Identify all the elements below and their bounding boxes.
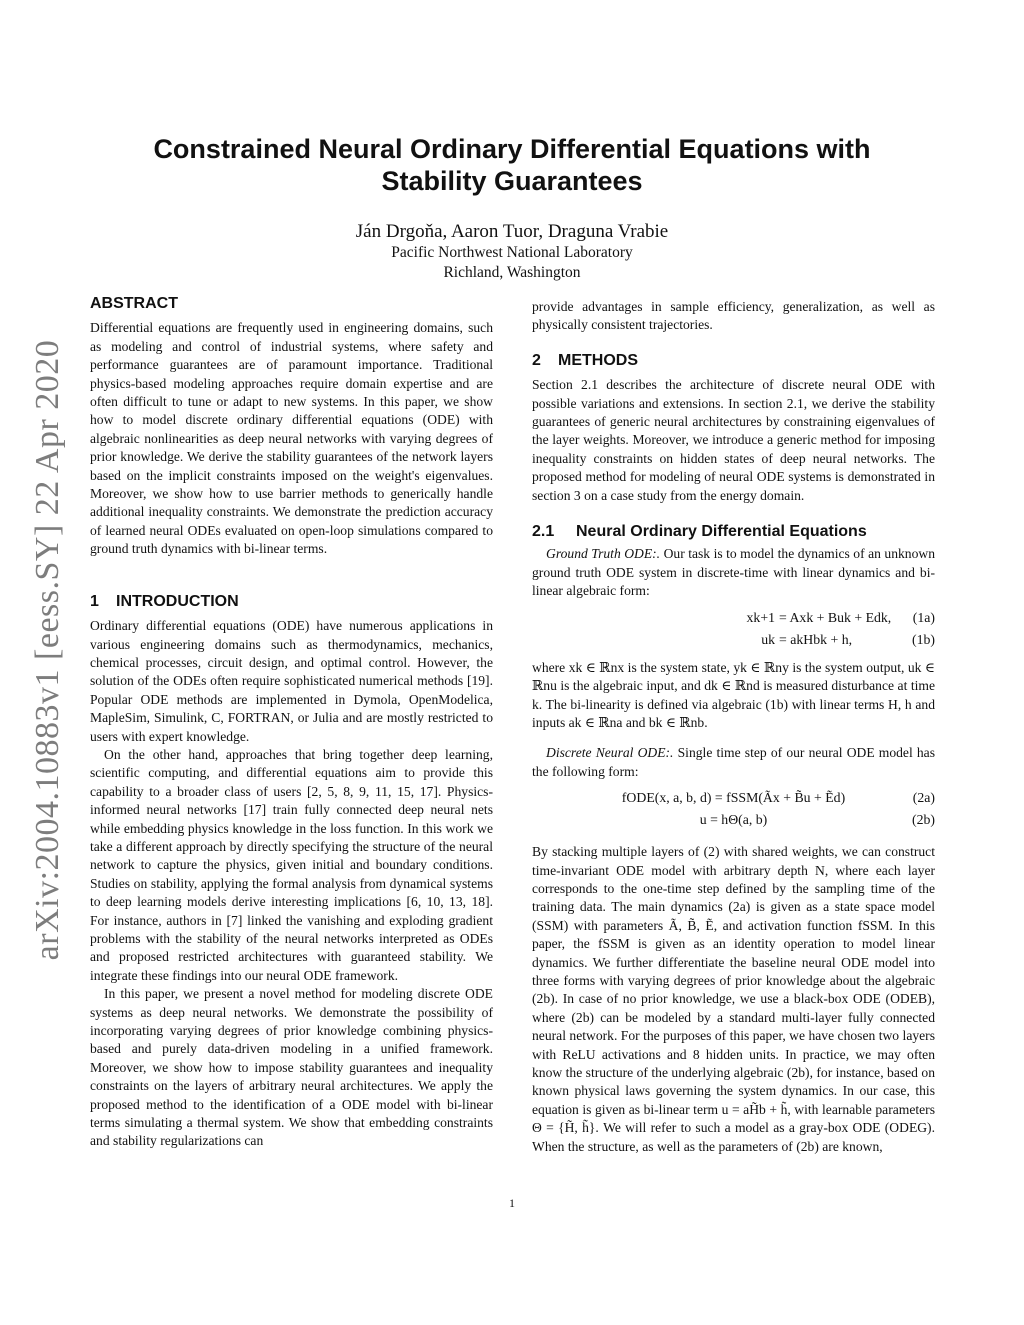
equation-2a-body: fODE(x, a, b, d) = fSSM(Ãx + B̃u + Ẽd) bbox=[621, 790, 846, 806]
paper-authors: Ján Drgoňa, Aaron Tuor, Draguna Vrabie bbox=[355, 221, 669, 242]
equation-1a-rhs: = Axk + Buk + Edk, bbox=[779, 609, 892, 625]
introduction-heading-text: INTRODUCTION bbox=[116, 592, 239, 610]
page-number: 1 bbox=[509, 1196, 515, 1210]
right-column bbox=[532, 298, 935, 1156]
equation-1b-number: (1b) bbox=[912, 631, 935, 647]
neural-ode-subsection-number: 2.1 bbox=[532, 523, 555, 541]
abstract-text: Differential equations are frequently used in engineering domains, such as modeling and control of industrial systems, where safety and performance guarantees are of paramount importance. Traditional physics-based modeling approaches require domain expertise and are often difficult to tune or adapt to new systems. In this paper, we show how to model discrete ordinary differential equations (ODE) with algebraic nonlinearities as deep neural networks with varying degrees of prior knowledge. We derive the stability guarantees of the network layers based on the implicit constraints imposed on the weight's eigenvalues. Moreover, we show how to use barrier methods to generically handle additional inequality constraints. We demonstrate the prediction accuracy of learned neural ODEs evaluated on open-loop simulations compared to ground truth dynamics with bi-linear terms. bbox=[90, 320, 493, 557]
left-column bbox=[90, 295, 493, 1151]
paper-title bbox=[100, 133, 924, 197]
equation-2b-number: (2b) bbox=[912, 812, 935, 828]
abstract-heading: ABSTRACT bbox=[90, 295, 178, 312]
equation-1a-number: (1a) bbox=[912, 609, 935, 625]
arxiv-identifier-stamp bbox=[18, 340, 78, 960]
model-description-paragraph: By stacking multiple layers of (2) with shared weights, we can construct time-invariant ODE model with arbitrary depth N, where each layer corresponds to the one-time step defined by the sampling time of the training data. The main dynamics (2a) is given as a state space model (SSM) with parameters Ã, B̃, Ẽ, and activation function fSSM. In this paper, the fSSM is given as an identity operation to model linear dynamics. We further differentiate the baseline neural ODE model into three forms with varying degrees of prior knowledge about the algebraic (2b). In case of no prior knowledge, we use a black-box ODE (ODEB), where (2b) can be modeled by a standard multi-layer fully connected neural network. For the purposes of this paper, we have chosen two layers with ReLU activations and 8 hidden units. In practice, we may often know the structure of the underlying algebraic (2b), for instance, based on known physical laws governing the system dynamics. In our case, this equation is given as bi-linear term u = aH̃b + h̃, with learnable parameters Θ = {H̃, h̃}. We will refer to such a model as a gray-box ODE (ODEG). When the structure, as well as the parameters of (2b) are known, bbox=[532, 844, 935, 1154]
equation-2a-number: (2a) bbox=[912, 790, 935, 806]
equation-2b-body: u = hΘ(a, b) bbox=[699, 812, 768, 828]
introduction-heading bbox=[90, 593, 493, 611]
equation-1a bbox=[532, 609, 935, 631]
methods-heading bbox=[532, 352, 935, 370]
introduction-paragraph-1: Ordinary differential equations (ODE) have numerous applications in various engineering domains such as thermodynamics, mechanics, chemical processes, circuit design, and optimal control. However, the solution of the ODEs often require sophisticated numerical methods [19]. Popular ODE methods are implemented in Dymola, OpenModelica, MapleSim, Simulink, C, FORTRAN, or Julia and are mostly restricted to users with expert knowledge. bbox=[90, 618, 493, 744]
equation-2a bbox=[532, 789, 935, 811]
affiliation-location: Richland, Washington bbox=[443, 264, 581, 281]
introduction-continuation: provide advantages in sample efficiency, generalization, as well as physically consistent trajectories. bbox=[532, 299, 935, 333]
methods-section-number: 2 bbox=[532, 351, 541, 369]
neural-ode-subsection-title: Neural Ordinary Differential Equations bbox=[576, 523, 867, 541]
introduction-section-number: 1 bbox=[90, 592, 99, 610]
affiliation-institution: Pacific Northwest National Laboratory bbox=[391, 244, 633, 261]
ground-truth-ode-text: Our task is to model the dynamics of an unknown ground truth ODE system in discrete-time with linear dynamics and bi-linear algebraic form: bbox=[532, 546, 936, 599]
state-definition-paragraph: where xk ∈ ℝnx is the system state, yk ∈ ℝny is the system output, uk ∈ ℝnu is the algebraic input, and dk ∈ ℝnd is measured disturbance at time k. The bi-linearity is defined via algebraic (1b) with linear terms H, h and inputs ak ∈ ℝna and bk ∈ ℝnb. bbox=[532, 659, 935, 730]
introduction-paragraph-3: In this paper, we present a novel method for modeling discrete ODE systems as deep neural networks. We demonstrate the possibility of incorporating varying degrees of prior knowledge combining physics-based and purely data-driven modeling in a unified framework. Moreover, we show how to impose stability guarantees and inequality constraints on the layers of arbitrary neural architectures. We apply the proposed method to the identification of a ODE model with bi-linear terms simulating a thermal system. We show that embedding constraints and stability regularizations can bbox=[90, 986, 493, 1149]
equation-2b bbox=[532, 811, 935, 833]
introduction-paragraph-2: On the other hand, approaches that bring together deep learning, scientific computing, and differential equations aim to provide this capability to a broader class of users [2, 5, 8, 9, 11, 15, 17]. Physics-informed neural networks [17] train fully connected deep neural nets while embedding physics knowledge in the loss function. In this work we take a different approach by directly specifying the structure of the neural network to capture the physics, given initial and boundary conditions. Studies on stability, applying the formal analysis from dynamical systems to deep learning models derive interesting implications [6, 10, 13, 18]. For instance, authors in [7] linked the vanishing and exploding gradient problems with the stability of the neural networks interpreted as ODEs and proposed restricted architectures with guaranteed stability. We integrate these findings into our neural ODE framework. bbox=[90, 746, 493, 983]
discrete-neural-ode-paragraph bbox=[532, 744, 935, 781]
discrete-neural-ode-label: Discrete Neural ODE:. bbox=[546, 745, 674, 761]
neural-ode-subsection-heading bbox=[532, 523, 935, 541]
discrete-neural-ode-text: Single time step of our neural ODE model has the following form: bbox=[532, 745, 936, 779]
ground-truth-ode-paragraph bbox=[532, 545, 935, 600]
paper-title-line-1: Constrained Neural Ordinary Differential Equations with bbox=[153, 134, 871, 164]
paper-title-line-2: Stability Guarantees bbox=[381, 166, 643, 196]
equation-1a-lhs: xk+1 bbox=[746, 609, 775, 625]
methods-paragraph: Section 2.1 describes the architecture of discrete neural ODE with possible variations and extensions. In section 2.1, we derive the stability guarantees of generic neural architectures by constraining eigenvalues of the layer weights. Moreover, we introduce a generic method for imposing inequality constraints on hidden states of deep neural networks. The proposed method for modeling of neural ODE systems is demonstrated in section 3 on a case study from the energy domain. bbox=[532, 377, 935, 503]
arxiv-identifier-text: arXiv:2004.10883v1 [eess.SY] 22 Apr 2020 bbox=[29, 339, 66, 961]
equation-1b-rhs: = akHbk + h, bbox=[779, 631, 853, 647]
ground-truth-ode-label: Ground Truth ODE:. bbox=[546, 546, 661, 562]
equation-1b-lhs: uk bbox=[761, 631, 775, 647]
equation-1b bbox=[532, 631, 935, 653]
methods-heading-text: METHODS bbox=[558, 351, 638, 369]
